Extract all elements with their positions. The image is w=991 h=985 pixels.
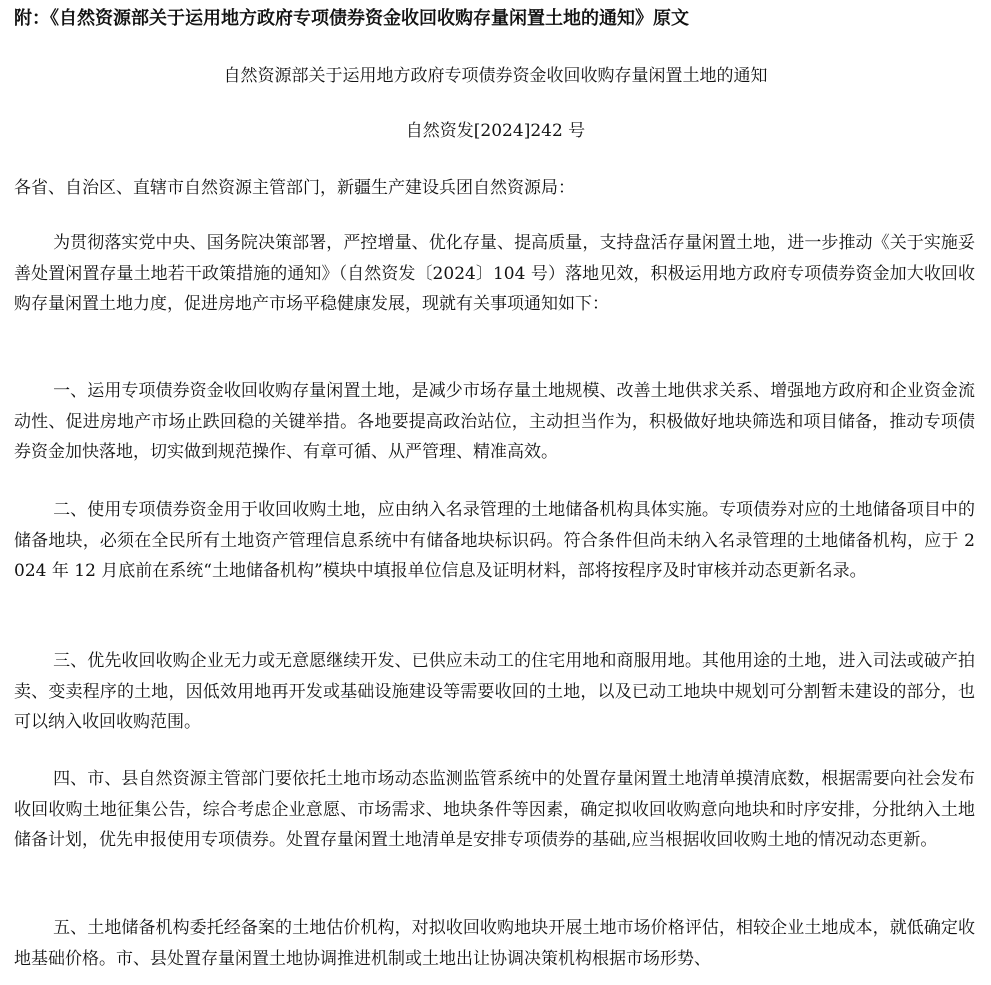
salutation: 各省、自治区、直辖市自然资源主管部门，新疆生产建设兵团自然资源局： bbox=[14, 178, 575, 198]
document-number: 自然资发[2024]242 号 bbox=[405, 121, 586, 141]
paragraph-item-5: 五、土地储备机构委托经备案的土地估价机构，对拟收回收购地块开展土地市场价格评估，相较企业土地成本，就低确定收地基础价格。市、县处置存量闲置土地协调推进机制或土地出让协调决策机构根据市场形势、 bbox=[14, 918, 975, 969]
notice-title: 自然资源部关于运用地方政府专项债券资金收回收购存量闲置土地的通知 bbox=[223, 66, 768, 86]
paragraph-intro: 为贯彻落实党中央、国务院决策部署，严控增量、优化存量、提高质量，支持盘活存量闲置土地，进一步推动《关于实施妥善处置闲置存量土地若干政策措施的通知》（自然资发〔2024〕104 号）落地见效，积极运用地方政府专项债券资金加大收回收购存量闲置土地力度，促进房地产市场平稳健康发展，现就有关事项通知如下： bbox=[14, 233, 975, 314]
paragraph-item-1: 一、运用专项债券资金收回收购存量闲置土地，是减少市场存量土地规模、改善土地供求关系、增强地方政府和企业资金流动性、促进房地产市场止跌回稳的关键举措。各地要提高政治站位，主动担当作为，积极做好地块筛选和项目储备，推动专项债券资金加快落地，切实做到规范操作、有章可循、从严管理、精准高效。 bbox=[14, 381, 975, 462]
appendix-heading: 附：《自然资源部关于运用地方政府专项债券资金收回收购存量闲置土地的通知》原文 bbox=[14, 8, 689, 29]
paragraph-item-4: 四、市、县自然资源主管部门要依托土地市场动态监测监管系统中的处置存量闲置土地清单摸清底数，根据需要向社会发布收回收购土地征集公告，综合考虑企业意愿、市场需求、地块条件等因素，确定拟收回收购意向地块和时序安排，分批纳入土地储备计划，优先申报使用专项债券。处置存量闲置土地清单是安排专项债券的基础,应当根据收回收购土地的情况动态更新。 bbox=[14, 769, 975, 850]
paragraph-item-3: 三、优先收回收购企业无力或无意愿继续开发、已供应未动工的住宅用地和商服用地。其他用途的土地，进入司法或破产拍卖、变卖程序的土地，因低效用地再开发或基础设施建设等需要收回的土地，以及已动工地块中规划可分割暂未建设的部分，也可以纳入收回收购范围。 bbox=[14, 651, 975, 732]
paragraph-item-2: 二、使用专项债券资金用于收回收购土地，应由纳入名录管理的土地储备机构具体实施。专项债券对应的土地储备项目中的储备地块，必须在全民所有土地资产管理信息系统中有储备地块标识码。符合条件但尚未纳入名录管理的土地储备机构，应于 2024 年 12 月底前在系统“土地储备机构”模块中填报单位信息及证明材料，部将按程序及时审核并动态更新名录。 bbox=[14, 500, 975, 581]
